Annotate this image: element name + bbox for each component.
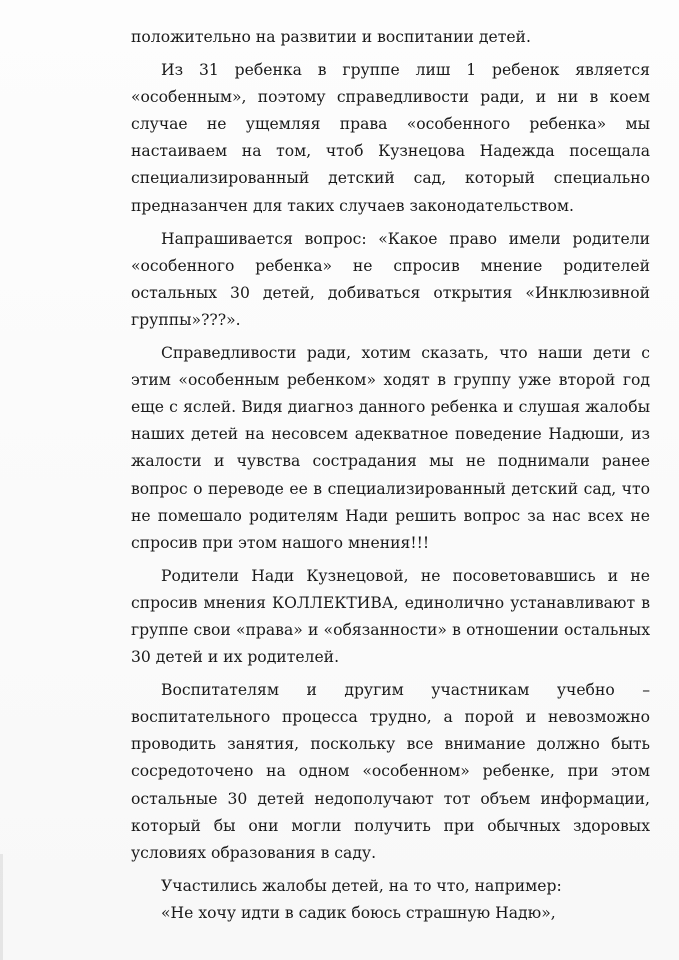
paragraph-fairness: Справедливости ради, хотим сказать, что наши дети с этим «особенным ребенком» ходят в группу уже второй год еще с яслей. Видя диагноз данного ребенка и слушая жалобы наших детей на несовсем адекватное поведение Надюши, из жалости и чувства сострадания мы не поднимали ранее вопрос о переводе ее в специализированный детский сад, что не помешало родителям Нади решить вопрос за нас всех не спросив при этом нашого мнения!!! (131, 344, 650, 552)
paragraph-parents: Родители Нади Кузнецовой, не посоветовавшись и не спросив мнения КОЛЛЕКТИВА, единолично устанавливают в группе свои «права» и «обязанности» в отношении остальных 30 детей и их родителей. (131, 566, 650, 667)
paragraph-quote: «Не хочу идти в садик боюсь страшную Надю», (161, 903, 556, 922)
scan-edge-shadow (0, 854, 3, 960)
paragraph-continuation: положительно на развитии и воспитании детей. (131, 28, 531, 46)
document-body (131, 24, 650, 927)
paragraph-complaints: Участились жалобы детей, на то что, например: (161, 876, 562, 895)
paragraph-educators: Воспитателям и другим участникам учебно – воспитательного процесса трудно, а порой и невозможно проводить занятия, поскольку все внимание должно быть сосредоточено на одном «особенном» ребенке, при этом остальные 30 детей недополучают тот объем информации, который бы они могли получить при обычных здоровых условиях образования в саду. (131, 681, 650, 862)
paragraph-question: Напрашивается вопрос: «Какое право имели родители «особенного ребенка» не спросив мнение родителей остальных 30 детей, добиваться открытия «Инклюзивной группы»???». (131, 229, 650, 329)
paragraph-special-child: Из 31 ребенка в группе лиш 1 ребенок является «особенным», поэтому справедливости ради, и ни в коем случае не ущемляя права «особенного ребенка» мы настаиваем на том, чтоб Кузнецова Надежда посещала специализированный детский сад, который специально предназанчен для таких случаев законодательством. (131, 61, 650, 215)
